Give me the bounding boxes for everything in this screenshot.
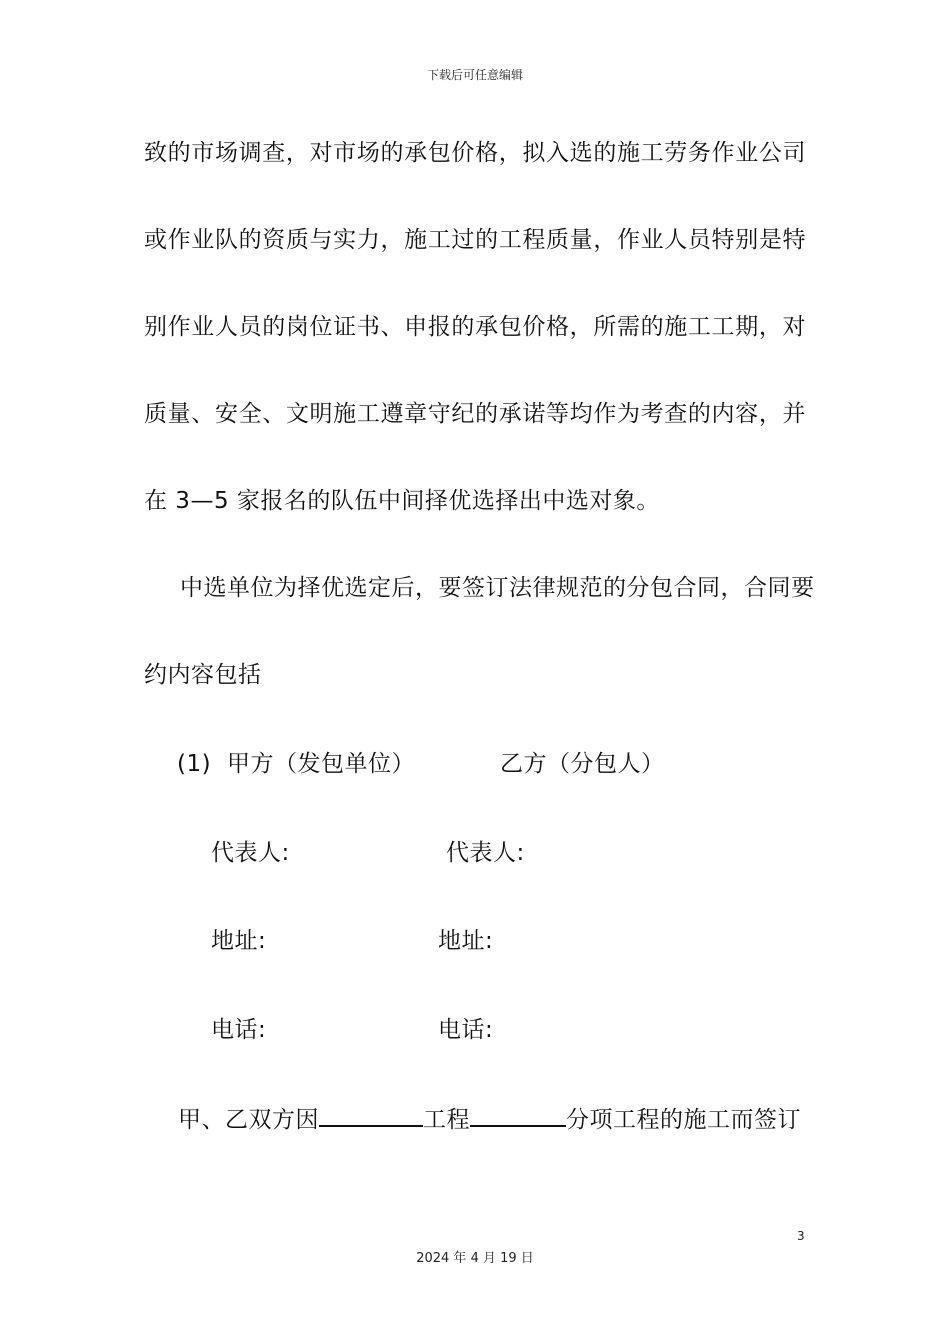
- party-b-label: 乙方（分包人）: [500, 751, 665, 777]
- paragraph-line: 或作业队的资质与实力，施工过的工程质量，作业人员特别是特: [144, 227, 806, 253]
- paragraph-line: 在 3—5 家报名的队伍中间择优选择出中选对象。: [144, 488, 660, 514]
- paragraph-line: 别作业人员的岗位证书、申报的承包价格，所需的施工工期，对: [144, 314, 806, 340]
- party-b-representative-label: 代表人:: [446, 840, 525, 866]
- clause-text-start: 甲、乙双方因: [178, 1107, 319, 1133]
- footer-date: 2024 年 4 月 19 日: [416, 1251, 534, 1266]
- subproject-name-blank[interactable]: [470, 1103, 566, 1127]
- party-b-address-label: 地址:: [438, 928, 494, 954]
- party-a-representative-label: 代表人:: [211, 840, 290, 866]
- party-a-phone-label: 电话:: [211, 1017, 267, 1043]
- page-number: 3: [797, 1229, 805, 1243]
- paragraph-line: 质量、安全、文明施工遵章守纪的承诺等均作为考查的内容，并: [144, 401, 806, 427]
- contract-clause-line: [178, 1103, 801, 1135]
- project-name-blank[interactable]: [319, 1103, 423, 1127]
- paragraph-line: 约内容包括: [144, 662, 262, 688]
- paragraph-line: 中选单位为择优选定后，要签订法律规范的分包合同，合同要: [180, 575, 815, 601]
- party-b-phone-label: 电话:: [438, 1017, 494, 1043]
- party-a-label: 甲方（发包单位）: [227, 751, 415, 777]
- item-number: (1): [177, 751, 212, 777]
- clause-text-end: 分项工程的施工而签订: [566, 1107, 801, 1133]
- paragraph-line: 致的市场调查，对市场的承包价格，拟入选的施工劳务作业公司: [144, 140, 806, 166]
- page-header: 下载后可任意编辑: [426, 68, 523, 82]
- party-a-address-label: 地址:: [211, 928, 267, 954]
- clause-text-middle: 工程: [423, 1107, 470, 1133]
